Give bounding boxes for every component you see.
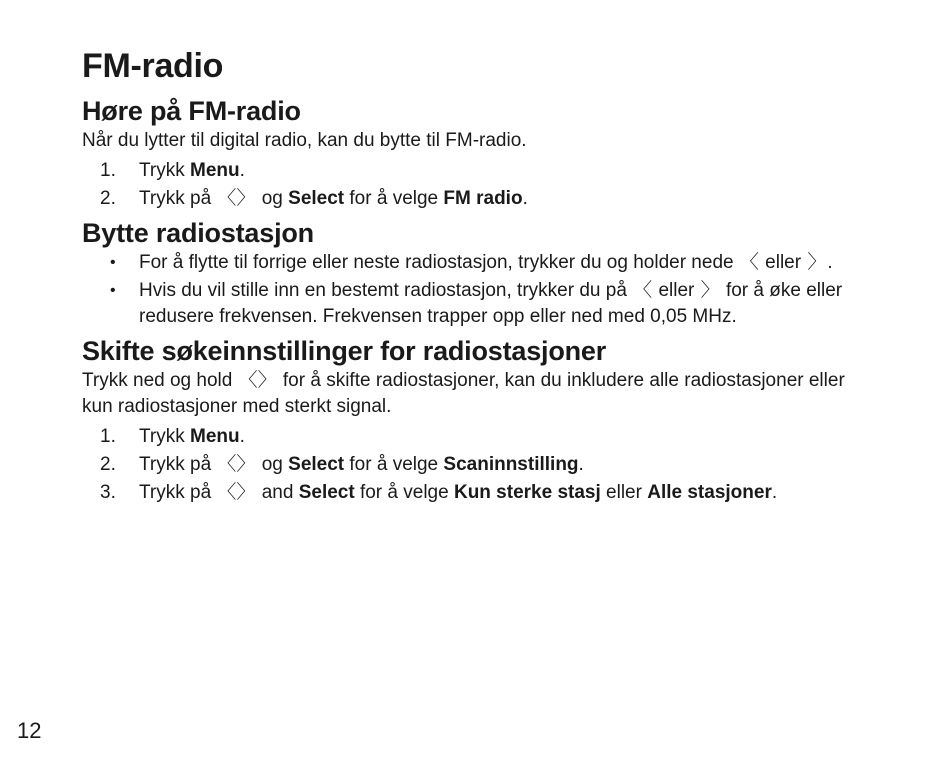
left-arrow-icon: 〈: [739, 252, 759, 273]
section-heading-listen-fm: Høre på FM-radio: [82, 96, 301, 126]
left-arrow-icon: 〈: [633, 280, 653, 301]
section-intro: Når du lytter til digital radio, kan du bytte til FM-radio.: [82, 130, 527, 151]
left-right-arrows-icon: 〈〉: [217, 454, 256, 475]
right-arrow-icon: 〉: [807, 252, 827, 273]
right-arrow-icon: 〉: [700, 280, 720, 301]
list-item: 2. Trykk på 〈〉 og Select for å velge FM radio.: [82, 186, 857, 212]
step-number: 2.: [100, 188, 116, 209]
step-number: 3.: [100, 482, 116, 503]
steps-list-listen-fm: [82, 158, 857, 212]
step-number: 1.: [100, 426, 116, 447]
list-item: • For å flytte til forrige eller neste radiostasjon, trykker du og holder nede 〈 eller 〉.: [82, 250, 857, 276]
left-right-arrows-icon: 〈〉: [238, 370, 277, 391]
bold-term: Kun sterke stasj: [453, 482, 601, 503]
list-item: 3. Trykk på 〈〉 and Select for å velge Kun sterke stasj eller Alle stasjoner.: [82, 480, 857, 506]
bold-term: Select: [288, 188, 345, 209]
list-item: 1. Trykk Menu.: [82, 424, 857, 450]
bullet-icon: •: [110, 282, 116, 299]
bold-term: Menu: [190, 426, 240, 447]
step-number: 2.: [100, 454, 116, 475]
steps-list-scan-settings: [82, 424, 857, 506]
step-number: 1.: [100, 160, 116, 181]
bold-term: Alle stasjoner: [647, 482, 772, 503]
bold-term: FM radio: [443, 188, 523, 209]
list-item: 2. Trykk på 〈〉 og Select for å velge Scaninnstilling.: [82, 452, 857, 478]
bold-term: Select: [288, 454, 345, 475]
bullet-icon: •: [110, 254, 116, 271]
section-heading-scan-settings: Skifte søkeinnstillinger for radiostasjoner: [82, 336, 607, 366]
page-title: FM-radio: [82, 47, 224, 85]
list-item: 1. Trykk Menu.: [82, 158, 857, 184]
left-right-arrows-icon: 〈〉: [217, 188, 256, 209]
bold-term: Menu: [190, 160, 240, 181]
page-content: [82, 44, 857, 510]
bold-term: Select: [298, 482, 355, 503]
list-item: • Hvis du vil stille inn en bestemt radiostasjon, trykker du på 〈 eller 〉 for å øke eller redusere frekvensen. Frekvensen trapper opp eller ned med 0,05 MHz.: [110, 280, 843, 327]
bullet-list-change-station: [82, 250, 857, 330]
page-number: 12: [17, 718, 42, 743]
left-right-arrows-icon: 〈〉: [217, 482, 256, 503]
section-intro: Trykk ned og hold 〈〉 for å skifte radiostasjoner, kan du inkludere alle radiostasjoner eller kun radiostasjoner med sterkt signal.: [82, 370, 845, 417]
section-heading-change-station: Bytte radiostasjon: [82, 218, 314, 248]
bold-term: Scaninnstilling: [443, 454, 579, 475]
